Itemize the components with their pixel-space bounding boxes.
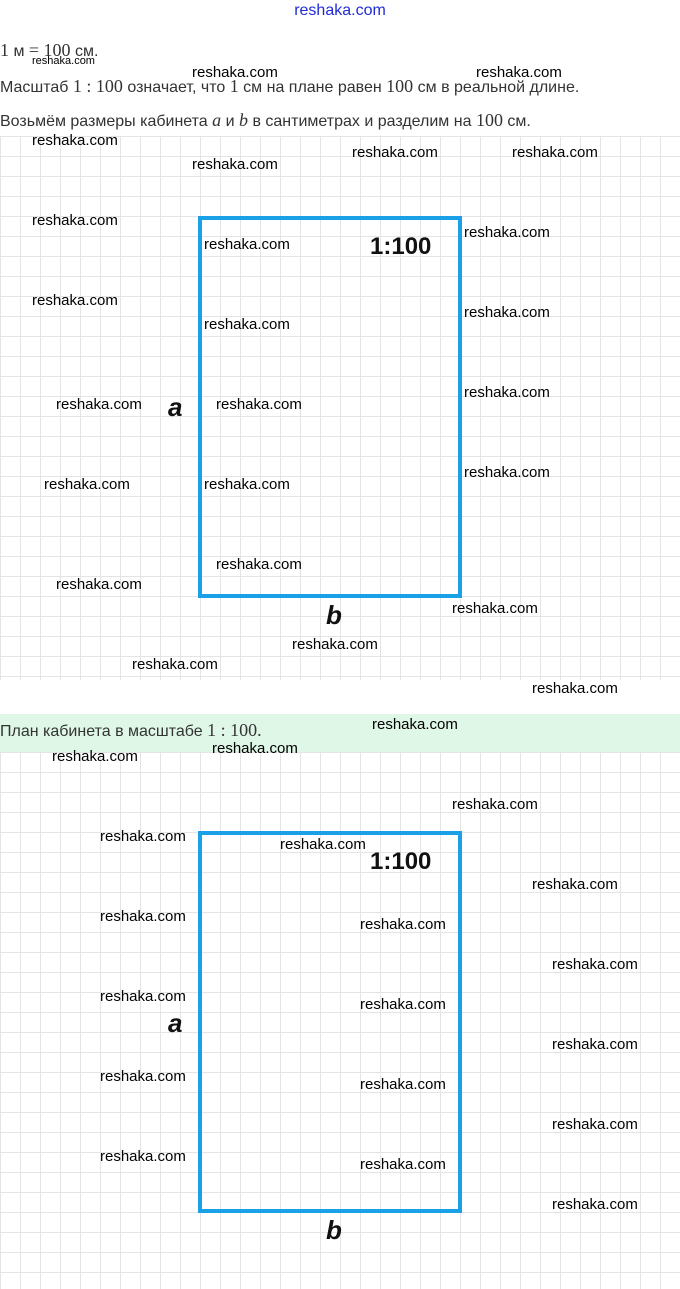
watermark: reshaka.com (44, 476, 130, 493)
watermark: reshaka.com (552, 1036, 638, 1053)
math-number: 1 (0, 40, 9, 60)
watermark: reshaka.com (32, 292, 118, 309)
math-number: 1 (229, 76, 239, 96)
watermark: reshaka.com (216, 396, 302, 413)
watermark: reshaka.com (452, 796, 538, 813)
scale-label: 1:100 (370, 233, 432, 260)
text-span: и (225, 113, 235, 130)
side-b-label: b (326, 600, 342, 630)
watermark: reshaka.com (464, 464, 550, 481)
watermark: reshaka.com (32, 55, 95, 67)
site-link[interactable]: reshaka.com (294, 2, 386, 19)
text-span: Масштаб (0, 79, 69, 96)
dimensions-instruction-line (0, 110, 531, 131)
math-equals: = (28, 40, 40, 60)
watermark: reshaka.com (360, 1156, 446, 1173)
watermark: reshaka.com (100, 1148, 186, 1165)
watermark: reshaka.com (192, 156, 278, 173)
watermark: reshaka.com (464, 304, 550, 321)
watermark: reshaka.com (52, 748, 138, 765)
text-span: см на плане равен (243, 79, 382, 96)
side-a-label: a (168, 1008, 183, 1038)
math-variable-b: b (239, 110, 248, 130)
watermark: reshaka.com (552, 1196, 638, 1213)
watermark: reshaka.com (204, 476, 290, 493)
watermark: reshaka.com (56, 396, 142, 413)
watermark: reshaka.com (56, 576, 142, 593)
watermark: reshaka.com (216, 556, 302, 573)
watermark: reshaka.com (464, 224, 550, 241)
watermark: reshaka.com (360, 1076, 446, 1093)
math-number: 100 (386, 76, 414, 96)
watermark: reshaka.com (352, 144, 438, 161)
watermark: reshaka.com (476, 64, 562, 81)
watermark: reshaka.com (100, 988, 186, 1005)
math-variable-a: a (212, 110, 222, 130)
unit-text: м (13, 43, 25, 60)
watermark: reshaka.com (280, 836, 366, 853)
watermark: reshaka.com (360, 916, 446, 933)
watermark: reshaka.com (204, 236, 290, 253)
text-span: см в реальной длине. (417, 79, 580, 96)
watermark: reshaka.com (532, 876, 618, 893)
side-a-label: a (168, 392, 183, 422)
text-span: План кабинета в масштабе (0, 723, 203, 740)
caption-text (0, 720, 262, 741)
watermark: reshaka.com (32, 212, 118, 229)
watermark: reshaka.com (100, 1068, 186, 1085)
watermark: reshaka.com (292, 636, 378, 653)
text-span: в сантиметрах и разделим на (252, 113, 472, 130)
text-span: Возьмём размеры кабинета (0, 113, 208, 130)
watermark: reshaka.com (464, 384, 550, 401)
watermark: reshaka.com (212, 740, 298, 757)
watermark: reshaka.com (100, 828, 186, 845)
math-number: 100 (43, 40, 71, 60)
unit-text: см. (74, 43, 99, 60)
watermark: reshaka.com (372, 716, 458, 733)
scale-label: 1:100 (370, 848, 432, 875)
watermark: reshaka.com (512, 144, 598, 161)
caption-bar (0, 714, 680, 752)
text-span: означает, что (127, 79, 226, 96)
watermark: reshaka.com (532, 680, 618, 697)
watermark: reshaka.com (552, 956, 638, 973)
math-scale: 1 : 100 (72, 76, 123, 96)
math-number: 100 (475, 110, 503, 130)
watermark: reshaka.com (452, 600, 538, 617)
watermark: reshaka.com (100, 908, 186, 925)
watermark: reshaka.com (192, 64, 278, 81)
watermark: reshaka.com (360, 996, 446, 1013)
side-b-label: b (326, 1215, 342, 1245)
watermark: reshaka.com (204, 316, 290, 333)
watermark: reshaka.com (32, 132, 118, 149)
watermark: reshaka.com (132, 656, 218, 673)
text-span: см. (507, 113, 531, 130)
math-scale: 1 : 100. (207, 720, 262, 740)
watermark: reshaka.com (552, 1116, 638, 1133)
